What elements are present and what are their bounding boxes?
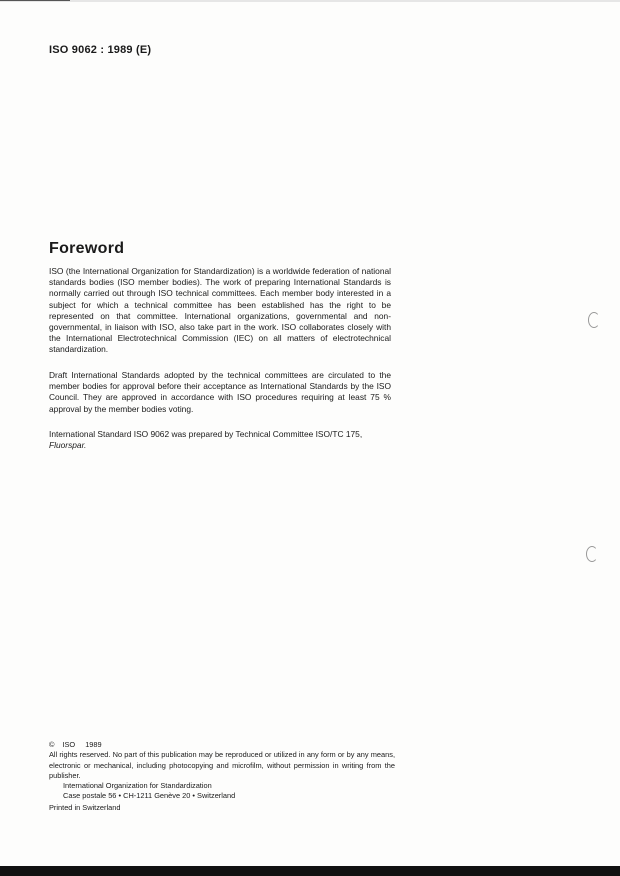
punch-hole-mark bbox=[588, 312, 600, 328]
foreword-title: Foreword bbox=[49, 240, 125, 257]
page-bottom-edge bbox=[0, 866, 620, 876]
scan-corner-mark bbox=[0, 0, 70, 1]
copyright-year: 1989 bbox=[85, 740, 102, 749]
copyright-organization: ISO bbox=[62, 740, 76, 749]
page-top-edge bbox=[0, 0, 620, 2]
copyright-line bbox=[49, 740, 395, 750]
committee-subject: Fluorspar. bbox=[49, 440, 87, 451]
rights-notice: All rights reserved. No part of this publication may be reproduced or utilized in any form or by any means, electronic or mechanical, including photocopying and microfilm, without permission in writing from the publisher. bbox=[49, 750, 395, 780]
foreword-paragraph-2: Draft International Standards adopted by the technical committees are circulated to the member bodies for approval before their acceptance as International Standards by the ISO Council. They are approved in accordance with ISO procedures requiring at least 75 % approval by the member bodies voting. bbox=[49, 370, 391, 414]
printed-in: Printed in Switzerland bbox=[49, 802, 121, 812]
publisher-address bbox=[49, 781, 395, 802]
document-header: ISO 9062 : 1989 (E) bbox=[49, 44, 152, 56]
punch-hole-mark bbox=[586, 546, 598, 562]
address-line-1: International Organization for Standardization bbox=[63, 781, 212, 791]
foreword-paragraph-1: ISO (the International Organization for Standardization) is a worldwide federation of national standards bodies (ISO member bodies). The work of preparing International Standards is normally carried out through ISO technical committees. Each member body interested in a subject for which a technical committee has been established has the right to be represented on that committee. International organizations, governmental and non-governmental, in liaison with ISO, also take part in the work. ISO collaborates closely with the International Electrotechnical Commission (IEC) on all matters of electrotechnical standardization. bbox=[49, 266, 391, 355]
foreword-paragraph-3-text: International Standard ISO 9062 was prepared by Technical Committee ISO/TC 175, bbox=[49, 429, 363, 439]
address-line-2: Case postale 56 • CH-1211 Genève 20 • Switzerland bbox=[63, 791, 236, 801]
copyright-symbol: © bbox=[49, 740, 55, 749]
copyright-block bbox=[49, 740, 395, 813]
foreword-paragraph-3 bbox=[49, 429, 391, 451]
